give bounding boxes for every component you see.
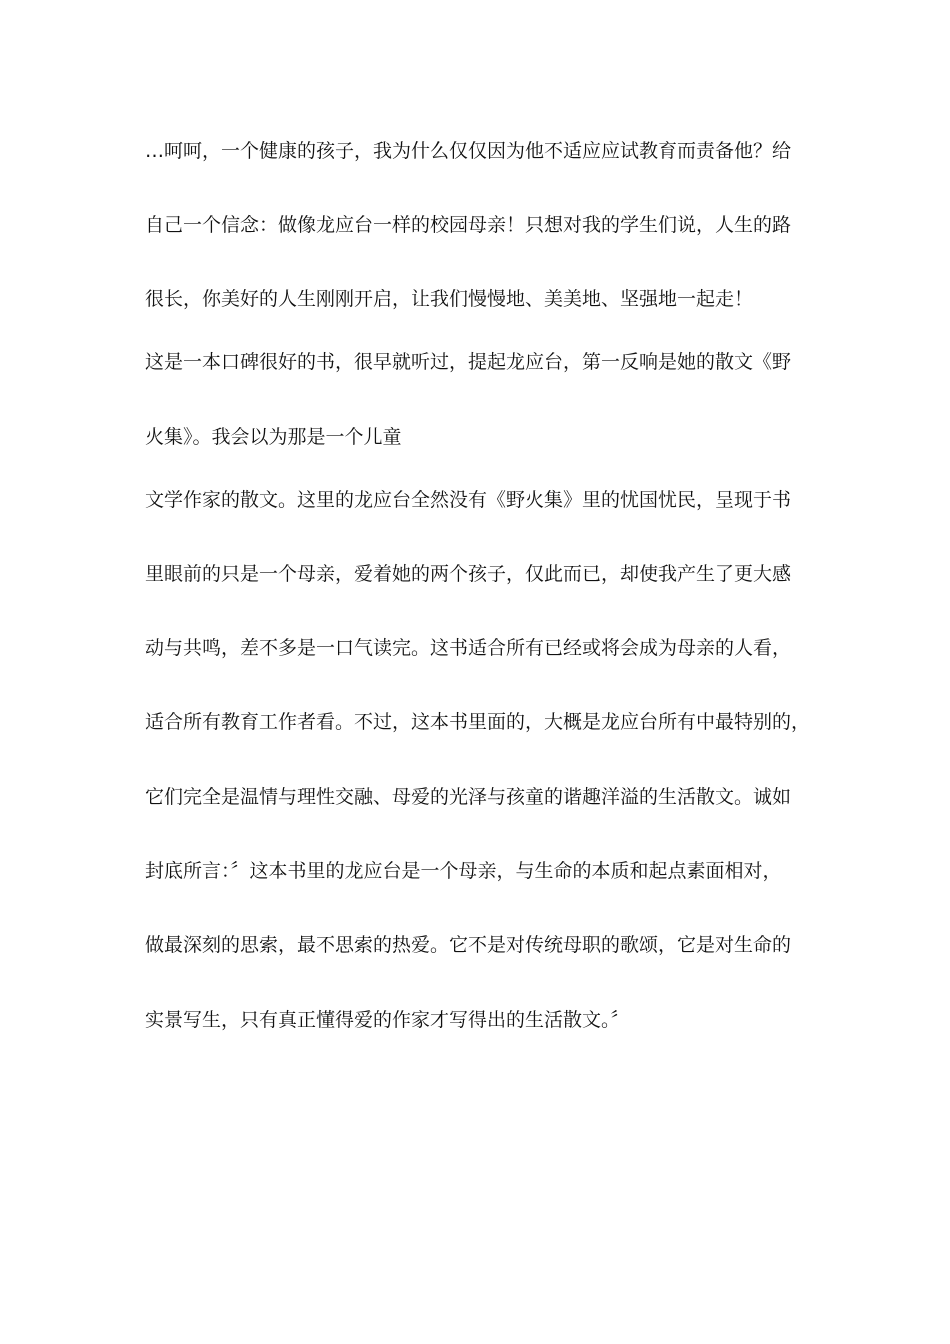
text-line: 实景写生，只有真正懂得爱的作家才写得出的生活散文。〞 xyxy=(145,1009,630,1031)
text-line: 它们完全是温情与理性交融、母爱的光泽与孩童的谐趣洋溢的生活散文。诚如 xyxy=(145,786,792,808)
text-line: 自己一个信念：做像龙应台一样的校园母亲！只想对我的学生们说，人生的路 xyxy=(145,214,792,236)
text-line: 里眼前的只是一个母亲，爱着她的两个孩子，仅此而已，却使我产生了更大感 xyxy=(145,563,792,585)
text-line: 文学作家的散文。这里的龙应台全然没有《野火集》里的忧国忧民，呈现于书 xyxy=(145,489,792,511)
text-line: 这是一本口碑很好的书，很早就听过，提起龙应台，第一反响是她的散文《野 xyxy=(145,351,792,373)
text-line: 封底所言：〞这本书里的龙应台是一个母亲，与生命的本质和起点素面相对， xyxy=(145,860,782,882)
text-line: 适合所有教育工作者看。不过，这本书里面的，大概是龙应台所有中最特别的， xyxy=(145,711,811,733)
text-line: 做最深刻的思索，最不思索的热爱。它不是对传统母职的歌颂，它是对生命的 xyxy=(145,934,792,956)
text-line: …呵呵，一个健康的孩子，我为什么仅仅因为他不适应应试教育而责备他？给 xyxy=(145,140,792,162)
text-line: 很长，你美好的人生刚刚开启，让我们慢慢地、美美地、坚强地一起走！ xyxy=(145,288,754,310)
text-line: 动与共鸣，差不多是一口气读完。这书适合所有已经或将会成为母亲的人看， xyxy=(145,637,792,659)
text-line: 火集》。我会以为那是一个儿童 xyxy=(145,426,402,448)
